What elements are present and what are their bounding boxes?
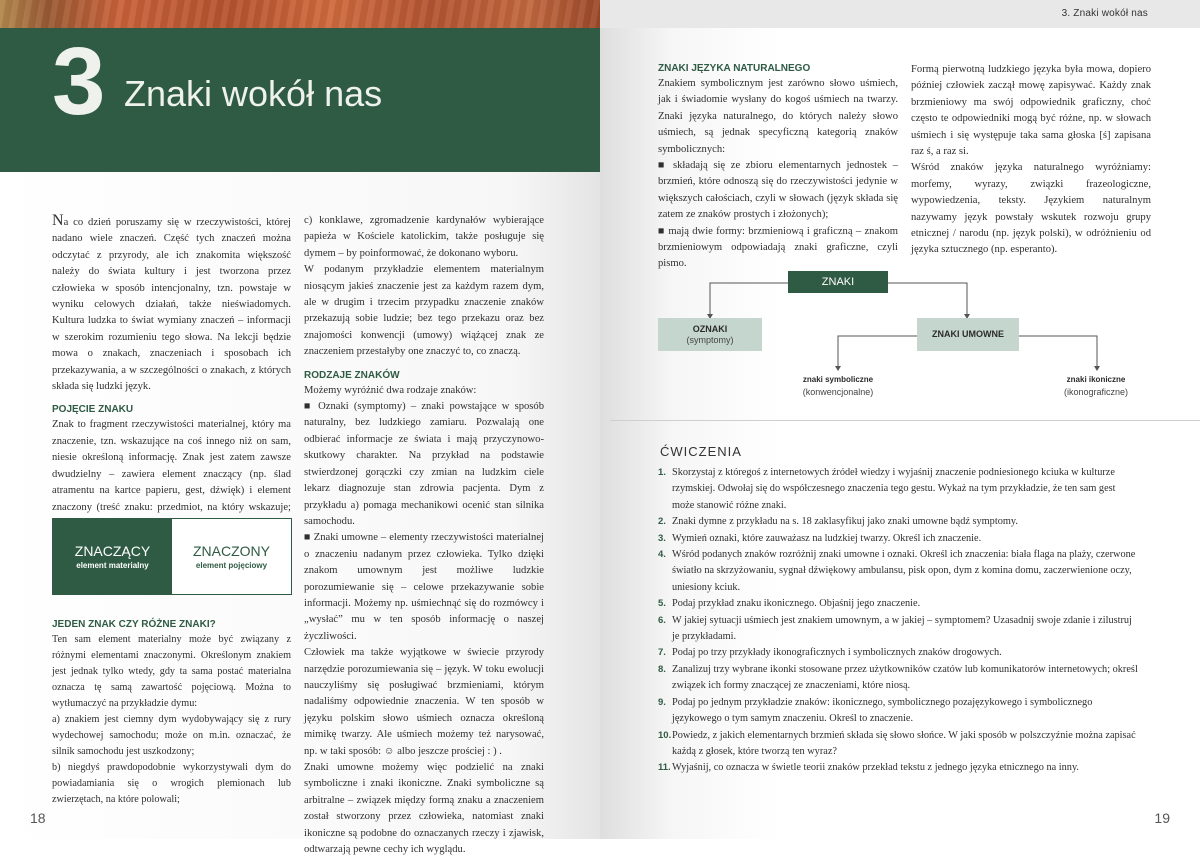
paragraph: W podanym przykładzie elementem materialnym niosącym jakieś znaczenie jest za każdym razem dym, ale w drugim i trzecim przypadku znaczenie znaków przekazują sobie ludzie; bez tego przekazu oraz bez znajomości konwencji (umowy) wiążącej znak ze znaczeniem przestałyby one znaczyć to, co znaczą. (304, 264, 544, 358)
exercise-text: Podaj przykład znaku ikonicznego. Objaśnij jego znaczenie. (672, 598, 921, 610)
paragraph: ■ składają się ze zbioru elementarnych jednostek – brzmień, które odnoszą się do rzeczywistości jedynie w większych całościach, czyli w słowach (język składa się zatem ze znaków prostych i złożonych); (658, 160, 898, 221)
exercise-text: Wśród podanych znaków rozróżnij znaki umowne i oznaki. Określ ich znaczenia: biała flaga na plaży, czerwone światło na skrzyżowaniu, sygnał dźwiękowy ambulansu, pisk opon, dym z komina domu, zaczerwienione oczy, uniesiony kciuk. (672, 549, 1136, 593)
exercise-number: 6. (658, 614, 666, 626)
ikoniczne-sub: (ikonograficzne) (1063, 387, 1129, 397)
paragraph: ■ Znaki umowne – elementy rzeczywistości materialnej o znaczeniu nadanym przez człowieka. Tylko dzięki znakom umownym jest możliwe ludzkie porozumiewanie się – celowe przekazywanie sobie informacji. Możemy np. uśmiechnąć się do rozmówcy i „wysłać” mu w ten sposób informację o naszej życzliwości. (304, 532, 544, 642)
sign-diagram-box (52, 518, 292, 595)
section-heading-rodzaje: RODZAJE ZNAKÓW (304, 369, 400, 381)
umowne-title: ZNAKI UMOWNE (932, 329, 1004, 339)
section-divider (610, 420, 1200, 421)
exercise-item (660, 465, 1140, 514)
section-heading-jezyk: ZNAKI JĘZYKA NATURALNEGO (658, 63, 811, 74)
exercise-text: Skorzystaj z któregoś z internetowych źródeł wiedzy i wyjaśnij znaczenie podniesionego kciuka w kulturze rzymskiej. Odwołaj się do współczesnego znaczenia tego gestu. Wykaż na tym przykładzie, że ten sam gest może stanowić różne znaki. (672, 467, 1116, 511)
signified-panel (172, 519, 291, 594)
exercise-text: Powiedz, z jakich elementarnych brzmień składa się słowo słońce. W jaki sposób w polszczyźnie można zapisać każdą z głosek, które tworzą ten wyraz? (672, 729, 1136, 757)
running-head (600, 0, 1200, 28)
signified-sub: element pojęciowy (195, 560, 268, 570)
exercises-list (660, 465, 1140, 777)
exercise-number: 1. (658, 467, 666, 478)
banner-photo (0, 0, 600, 28)
exercise-item (660, 596, 1140, 612)
exercise-item (660, 695, 1140, 728)
section-heading-jeden-znak: JEDEN ZNAK CZY RÓŻNE ZNAKI? (52, 619, 216, 630)
signifier-sub: element materialny (76, 560, 149, 570)
diagram-leaf-symboliczne (788, 374, 888, 399)
paragraph: ■ Oznaki (symptomy) – znaki powstające w sposób naturalny, bez ludzkiego zamiaru. Pozwalają one odbierać informacje ze świata i mają przyczynowo-skutkowy charakter. Na przykład na podstawie stwierdzonej gorączki czy zmian na ludzkim ciele lekarz diagnozuje stan zdrowia pacjenta. Dym z przykładu a) pomaga mechanikowi ocenić stan silnika samochodu. (304, 401, 544, 527)
exercise-text: Zanalizuj trzy wybrane ikonki stosowane przez użytkowników czatów lub komunikatorów internetowych; określ związek ich formy znaczącej ze znaczeniami, które niosą. (672, 663, 1138, 692)
page-number-left: 18 (30, 810, 46, 826)
ikoniczne-title: znaki ikoniczne (1066, 375, 1126, 384)
paragraph: Formą pierwotną ludzkiego języka była mowa, dopiero później człowiek zaczął mowę zapisywać. Każdy znak brzmieniowy ma swój odpowiednik graficzny, choć często te odpowiedniki mogą być różne, np. w słowach uśmiech i się występuje taka sama głoska [ś] zapisana raz ś, a raz si. (911, 64, 1151, 158)
paragraph: Znakiem symbolicznym jest zarówno słowo uśmiech, jak i świadomie wysłany do kogoś uśmiech na twarzy. Znaki języka naturalnego, do których należy słowo uśmiech, są jednak specyficzną kategorią znaków symbolicznych: (658, 78, 898, 155)
paragraph: Ten sam element materialny może być związany z różnymi elementami znaczonymi. Określonym znakiem jest jednak tylko wtedy, gdy ta sama postać materialna oznacza tę samą zawartość pojęciową. Można to wytłumaczyć na przykładzie dymu: (52, 634, 291, 709)
exercise-number: 8. (658, 663, 666, 675)
intro-paragraph: Na co dzień poruszamy się w rzeczywistości, której nadano wiele znaczeń. Część tych znaczeń można odczytać z przyrody, ale ich znakomita większość należy do świata kultury i jest tworzona przez człowieka w sposób intencjonalny, tzn. powstaje w wyniku celowych działań, także nieświadomych. Kultura ludzka to świat wymiany znaczeń – informacji w szerokim rozumieniu tego słowa. Na lekcji będzie mowa o znakach, znaczeniach i sposobach ich przekazywania, a w szczególności o znakach, z których składa się ludzki język. (52, 212, 291, 393)
diagram-node-oznaki (658, 318, 762, 351)
exercises-title: ĆWICZENIA (660, 444, 742, 459)
paragraph: a) znakiem jest ciemny dym wydobywający się z rury wydechowej samochodu; może on m.in. oznaczać, że silnik samochodu jest uszkodzony; (52, 714, 291, 757)
exercise-text: Podaj po jednym przykładzie znaków: ikonicznego, symbolicznego pozajęzykowego i symbolicznego językowego o tym samym znaczeniu. Określ to znaczenie. (672, 696, 1093, 725)
signifier-panel (53, 519, 172, 594)
diagram-node-umowne (917, 318, 1019, 351)
oznaki-title: OZNAKI (692, 323, 728, 334)
exercise-item (660, 728, 1140, 761)
exercise-number: 11. (658, 762, 671, 774)
left-column-1-bottom (52, 618, 291, 808)
exercise-item (660, 645, 1140, 661)
exercise-number: 3. (658, 532, 666, 544)
exercise-text: Znaki dymne z przykładu na s. 18 zaklasyfikuj jako znaki umowne bądź symptomy. (672, 516, 1018, 528)
left-column-2 (304, 213, 544, 858)
symboliczne-title: znaki symboliczne (802, 375, 874, 384)
paragraph: Człowiek ma także wyjątkowe w świecie przyrody narzędzie porozumiewania się – język. W toku ewolucji nauczyliśmy się posługiwać brzmieniami, którym nadaliśmy odpowiednie znaczenia. W ten sposób w języku polskim słowo uśmiech oznacza określoną mimikę twarzy. Ale uśmiech możemy też narysować, np. w taki sposób: ☺ albo jeszcze prościej : ) . (304, 647, 544, 757)
exercise-text: W jakiej sytuacji uśmiech jest znakiem umownym, a w jakiej – symptomem? Uzasadnij swoje zdanie i zilustruj je przykładami. (672, 614, 1132, 643)
paragraph: b) niegdyś prawdopodobnie wykorzystywali dym do powiadamiania się o wrogich plemionach lub zwierzętach, na które polowali; (52, 762, 291, 805)
signified-label: ZNACZONY (193, 542, 270, 559)
exercise-text: Podaj po trzy przykłady ikonograficznych i symbolicznych znaków drogowych. (672, 647, 1002, 659)
right-column-2 (911, 62, 1151, 259)
oznaki-sub: (symptomy) (686, 334, 734, 345)
right-column-1 (658, 62, 898, 273)
left-column-1 (52, 213, 291, 532)
exercise-number: 2. (658, 516, 666, 528)
diagram-leaf-ikoniczne (1046, 374, 1146, 399)
exercise-item (660, 662, 1140, 695)
symboliczne-sub: (konwencjonalne) (802, 387, 874, 397)
paragraph: Możemy wyróżnić dwa rodzaje znaków: (304, 384, 477, 396)
page-number-right: 19 (1154, 810, 1170, 826)
exercise-number: 7. (658, 647, 666, 659)
signifier-label: ZNACZĄCY (74, 542, 151, 559)
exercise-number: 4. (658, 549, 666, 561)
chapter-title: Znaki wokół nas (124, 73, 383, 114)
exercise-item (660, 760, 1140, 776)
exercise-item (660, 514, 1140, 530)
paragraph: c) konklawe, zgromadzenie kardynałów wybierające papieża w Kościele katolickim, także posługuje się dymem – by poinformować, że dokonano wyboru. (304, 215, 544, 259)
diagram-root-znaki: ZNAKI (788, 271, 888, 293)
paragraph: Wśród znaków języka naturalnego wyróżniamy: morfemy, wyrazy, związki frazeologiczne, wypowiedzenia, teksty. Językiem naturalnym nazywamy język powstały wskutek rozwoju grupy etnicznej / narodu (np. język polski), w odróżnieniu od języka sztucznego (np. esperanto). (911, 162, 1151, 256)
exercise-number: 10. (658, 729, 672, 741)
exercise-text: Wymień oznaki, które zauważasz na ludzkiej twarzy. Określ ich znaczenie. (672, 532, 982, 544)
chapter-number: 3 (52, 28, 106, 135)
exercise-number: 5. (658, 598, 666, 610)
exercise-text: Wyjaśnij, co oznacza w świetle teorii znaków przekład tekstu z jednego języka etnicznego na inny. (672, 762, 1079, 774)
running-head-text: 3. Znaki wokół nas (1061, 8, 1148, 19)
paragraph: ■ mają dwie formy: brzmieniową i graficzną – znakom brzmieniowym odpowiadają znaki graficzne, czyli pismo. (658, 225, 898, 270)
paragraph: Znaki umowne możemy więc podzielić na znaki symboliczne i znaki ikoniczne. Znaki symboliczne są arbitralne – związek między formą znaku a znaczeniem został stworzony przez człowieka, natomiast znaki ikoniczne są podobne do oznaczanych rzeczy i zjawisk, odtwarzają pewne cechy ich wyglądu. (304, 762, 544, 856)
left-page (0, 0, 600, 856)
paragraph: Znak to fragment rzeczywistości materialnej, który ma znaczenie, tzn. wskazujące na coś innego niż on sam, niesie określoną informację. Znak jest zatem zawsze dwudzielny – zawiera element znaczący (np. ślad atramentu na kartce papieru, gest, dźwięk) i element znaczony (treść znaku: przedmiot, na który wskazuje; (52, 419, 291, 513)
exercise-number: 9. (658, 696, 666, 708)
section-heading-pojecie: POJĘCIE ZNAKU (52, 404, 134, 416)
exercise-item (660, 547, 1140, 596)
exercise-item (660, 531, 1140, 547)
exercise-item (660, 613, 1140, 646)
